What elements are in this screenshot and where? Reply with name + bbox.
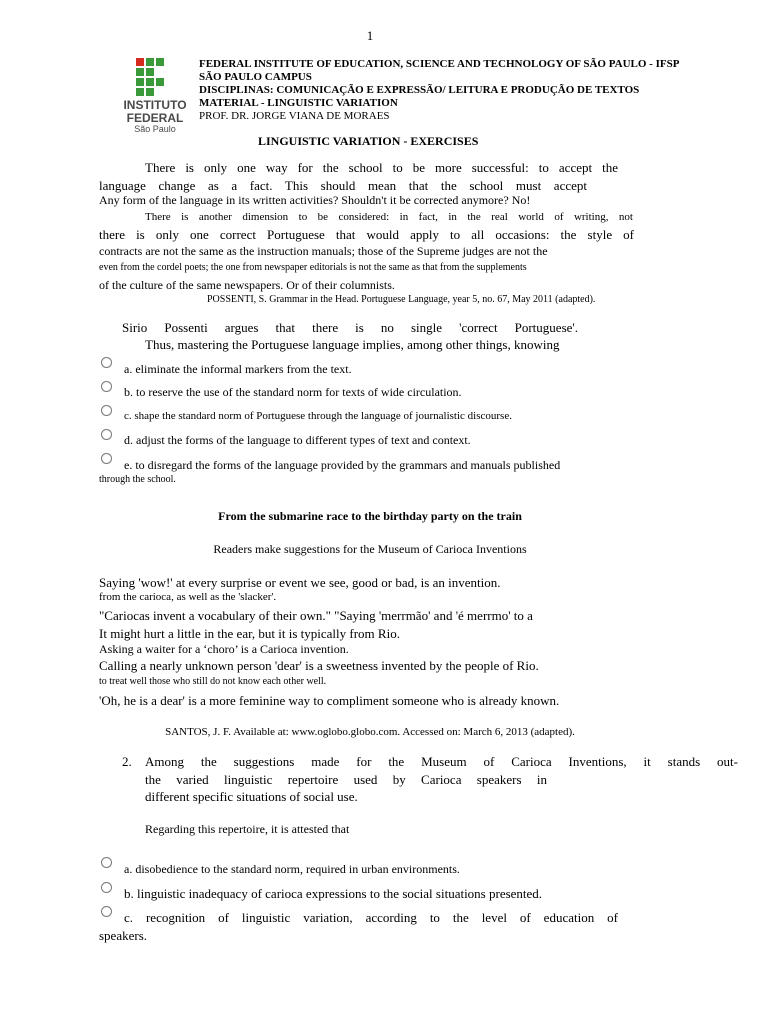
question1-option-c-label: c. shape the standard norm of Portuguese through the language of journalistic discourse. [124, 410, 512, 422]
question2-option-b-label: b. linguistic inadequacy of carioca expressions to the social situations presented. [124, 886, 543, 901]
header-institution: FEDERAL INSTITUTE OF EDUCATION, SCIENCE AND TECHNOLOGY OF SÃO PAULO - IFSP [199, 58, 680, 70]
passage2-line: to treat well those who still do not know each other well. [99, 676, 327, 687]
header-professor: PROF. DR. JORGE VIANA DE MORAES [199, 110, 390, 122]
header-campus: SÃO PAULO CAMPUS [199, 71, 312, 83]
logo-text-federal: FEDERAL [126, 111, 184, 125]
question2-option-b-radio[interactable] [101, 882, 112, 893]
page-number: 1 [366, 28, 374, 43]
question2-option-a-label: a. disobedience to the standard norm, required in urban environments. [124, 862, 460, 876]
passage1-line: even from the cordel poets; the one from newspaper editorials is not the same as that from the supplements [99, 262, 527, 273]
passage1-line: there is only one correct Portuguese that would apply to all occasions: the style of [99, 227, 634, 242]
question2-stem: the varied linguistic repertoire used by Carioca speakers in [145, 772, 547, 787]
passage2-source: SANTOS, J. F. Available at: www.oglobo.globo.com. Accessed on: March 6, 2013 (adapted). [165, 726, 575, 738]
passage2-line: It might hurt a little in the ear, but it is typically from Rio. [99, 626, 400, 641]
question2-number: 2. [122, 754, 132, 769]
passage2-line: Asking a waiter for a ‘choro’ is a Carioca invention. [99, 642, 349, 656]
question1-option-b-label: b. to reserve the use of the standard norm for texts of wide circulation. [124, 385, 462, 399]
passage2-line: Calling a nearly unknown person 'dear' is a sweetness invented by the people of Rio. [99, 658, 539, 673]
question2-option-c-label: c. recognition of linguistic variation, according to the level of education of [124, 910, 618, 925]
question1-option-e-cont: through the school. [99, 474, 176, 485]
question1-stem: Sirio Possenti argues that there is no single 'correct Portuguese'. [122, 320, 578, 335]
question1-option-c-radio[interactable] [101, 405, 112, 416]
question1-option-e-label: e. to disregard the forms of the language provided by the grammars and manuals published [124, 458, 561, 472]
passage2-subheadline: Readers make suggestions for the Museum of Carioca Inventions [213, 542, 527, 556]
passage1-line: There is only one way for the school to be more successful: to accept the [145, 160, 618, 175]
passage1-line: contracts are not the same as the instruction manuals; those of the Supreme judges are not the [99, 244, 548, 258]
question1-option-a-radio[interactable] [101, 357, 112, 368]
exercise-title: LINGUISTIC VARIATION - EXERCISES [258, 134, 479, 148]
logo-text-sao-paulo: São Paulo [134, 124, 176, 134]
header-disciplines: DISCIPLINAS: COMUNICAÇÃO E EXPRESSÃO/ LEITURA E PRODUÇÃO DE TEXTOS [199, 84, 640, 96]
question1-stem: Thus, mastering the Portuguese language implies, among other things, knowing [145, 337, 560, 352]
question2-option-a-radio[interactable] [101, 857, 112, 868]
question2-stem: Among the suggestions made for the Museum of Carioca Inventions, it stands out- [145, 754, 738, 769]
passage1-line: There is another dimension to be considered: in fact, in the real world of writing, not [145, 211, 633, 223]
passage2-line: from the carioca, as well as the 'slacker'. [99, 591, 277, 603]
passage1-source: POSSENTI, S. Grammar in the Head. Portuguese Language, year 5, no. 67, May 2011 (adapted). [207, 294, 596, 305]
passage2-line: "Cariocas invent a vocabulary of their own." "Saying 'merrmão' and 'é merrmo' to a [99, 608, 533, 623]
passage1-line: language change as a fact. This should mean that the school must accept [99, 178, 587, 193]
institute-logo [118, 58, 192, 134]
passage2-headline: From the submarine race to the birthday party on the train [218, 509, 522, 523]
question2-prompt: Regarding this repertoire, it is attested that [145, 822, 350, 836]
passage1-line: Any form of the language in its written activities? Shouldn't it be corrected anymore? No! [99, 193, 531, 207]
question1-option-b-radio[interactable] [101, 381, 112, 392]
question1-option-e-radio[interactable] [101, 453, 112, 464]
logo-text-instituto: INSTITUTO [123, 98, 187, 112]
question2-stem: different specific situations of social use. [145, 789, 358, 804]
question2-option-c-radio[interactable] [101, 906, 112, 917]
passage1-line: of the culture of the same newspapers. Or of their columnists. [99, 278, 395, 292]
question1-option-d-radio[interactable] [101, 429, 112, 440]
question1-option-d-label: d. adjust the forms of the language to different types of text and context. [124, 433, 471, 447]
passage2-line: Saying 'wow!' at every surprise or event we see, good or bad, is an invention. [99, 575, 501, 590]
header-material: MATERIAL - LINGUISTIC VARIATION [199, 97, 398, 109]
question1-option-a-label: a. eliminate the informal markers from the text. [124, 362, 352, 376]
passage2-line: 'Oh, he is a dear' is a more feminine way to compliment someone who is already known. [99, 693, 560, 708]
question2-option-c-cont: speakers. [99, 928, 148, 943]
